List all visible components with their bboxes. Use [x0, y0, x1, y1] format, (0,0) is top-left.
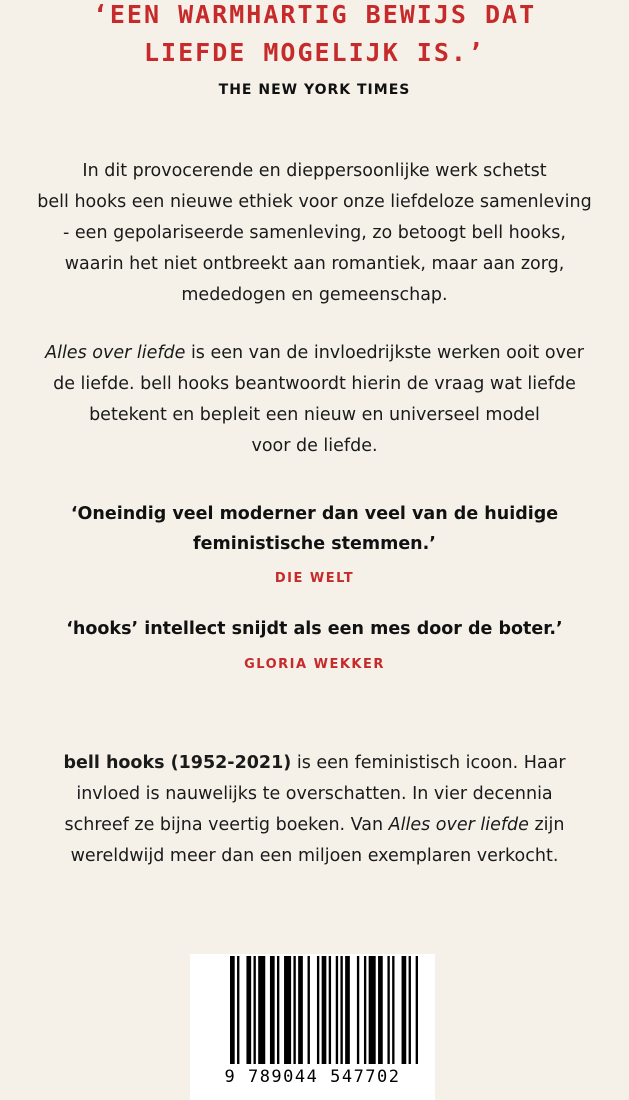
quote-line: feministische stemmen.’ [193, 534, 436, 554]
description-line: mededogen en gemeenschap. [181, 285, 448, 305]
author-name: bell hooks (1952-2021) [63, 753, 292, 773]
barcode-bar [258, 956, 265, 1064]
quote-line: ‘Oneindig veel moderner dan veel van de huidige [70, 504, 559, 524]
barcode-bar [340, 956, 342, 1064]
description-line: waarin het niet ontbreekt aan romantiek, maar aan zorg, [64, 254, 565, 274]
description-line: bell hooks een nieuwe ethiek voor onze liefdeloze samenleving [37, 192, 592, 212]
bio-line [0, 810, 629, 841]
barcode-bar [293, 956, 295, 1064]
barcode-bar [416, 956, 418, 1064]
review-source-2: GLORIA WEKKER [244, 657, 385, 672]
barcode-bar [237, 956, 239, 1064]
isbn-digits: 9 789044 547702 [224, 1067, 401, 1087]
barcode-bar [308, 956, 310, 1064]
review-quote-1 [0, 499, 629, 559]
description-line: - een gepolariseerde samenleving, zo betoogt bell hooks, [63, 223, 566, 243]
description-line [0, 338, 629, 369]
barcode-bar [329, 956, 331, 1064]
barcode-bar [402, 956, 407, 1064]
description-line: de liefde. bell hooks beantwoordt hierin de vraag wat liefde [53, 374, 576, 394]
quote-line: ‘hooks’ intellect snijdt als een mes door de boter.’ [66, 619, 563, 639]
book-title-italic: Alles over liefde [45, 343, 186, 363]
description-line: betekent en bepleit een nieuw en universeel model [89, 405, 540, 425]
bio-line: wereldwijd meer dan een miljoen exemplaren verkocht. [70, 846, 559, 866]
bio-text: zijn [528, 815, 565, 835]
bio-line [0, 748, 629, 779]
description-paragraph-2 [0, 338, 629, 462]
barcode-bar [392, 956, 394, 1064]
description-paragraph-1 [0, 156, 629, 311]
barcode-bar [357, 956, 359, 1064]
barcode-bar [345, 956, 350, 1064]
bio-line: invloed is nauwelijks te overschatten. In vier decennia [76, 784, 553, 804]
barcode-bar [387, 956, 389, 1064]
description-line: voor de liefde. [251, 436, 378, 456]
bio-text: is een feministisch icoon. Haar [291, 753, 566, 773]
review-source-1: DIE WELT [274, 571, 355, 586]
barcode-bar [284, 956, 291, 1064]
barcode-bar [298, 956, 303, 1064]
headline-quote-line-1: ‘EEN WARMHARTIG BEWIJS DAT [92, 0, 537, 29]
barcode-bar [369, 956, 376, 1064]
barcode-bar [277, 956, 279, 1064]
book-title-italic: Alles over liefde [388, 815, 529, 835]
barcode-bar [246, 956, 251, 1064]
bio-text: schreef ze bijna veertig boeken. Van [64, 815, 389, 835]
barcode-bar [322, 956, 327, 1064]
description-text: is een van de invloedrijkste werken ooit over [185, 343, 584, 363]
barcode [190, 954, 435, 1100]
barcode-bar [409, 956, 411, 1064]
barcode-bar [270, 956, 275, 1064]
barcode-bar [378, 956, 383, 1064]
barcode-bar [364, 956, 366, 1064]
headline-quote-line-2: LIEFDE MOGELIJK IS.’ [143, 38, 486, 67]
barcode-bar [230, 956, 235, 1064]
headline-attribution: THE NEW YORK TIMES [218, 82, 411, 98]
author-bio [0, 748, 629, 872]
barcode-bar [336, 956, 338, 1064]
review-quote-2 [0, 614, 629, 644]
barcode-bar [317, 956, 319, 1064]
barcode-bar [254, 956, 256, 1064]
description-line: In dit provocerende en dieppersoonlijke werk schetst [82, 161, 547, 181]
